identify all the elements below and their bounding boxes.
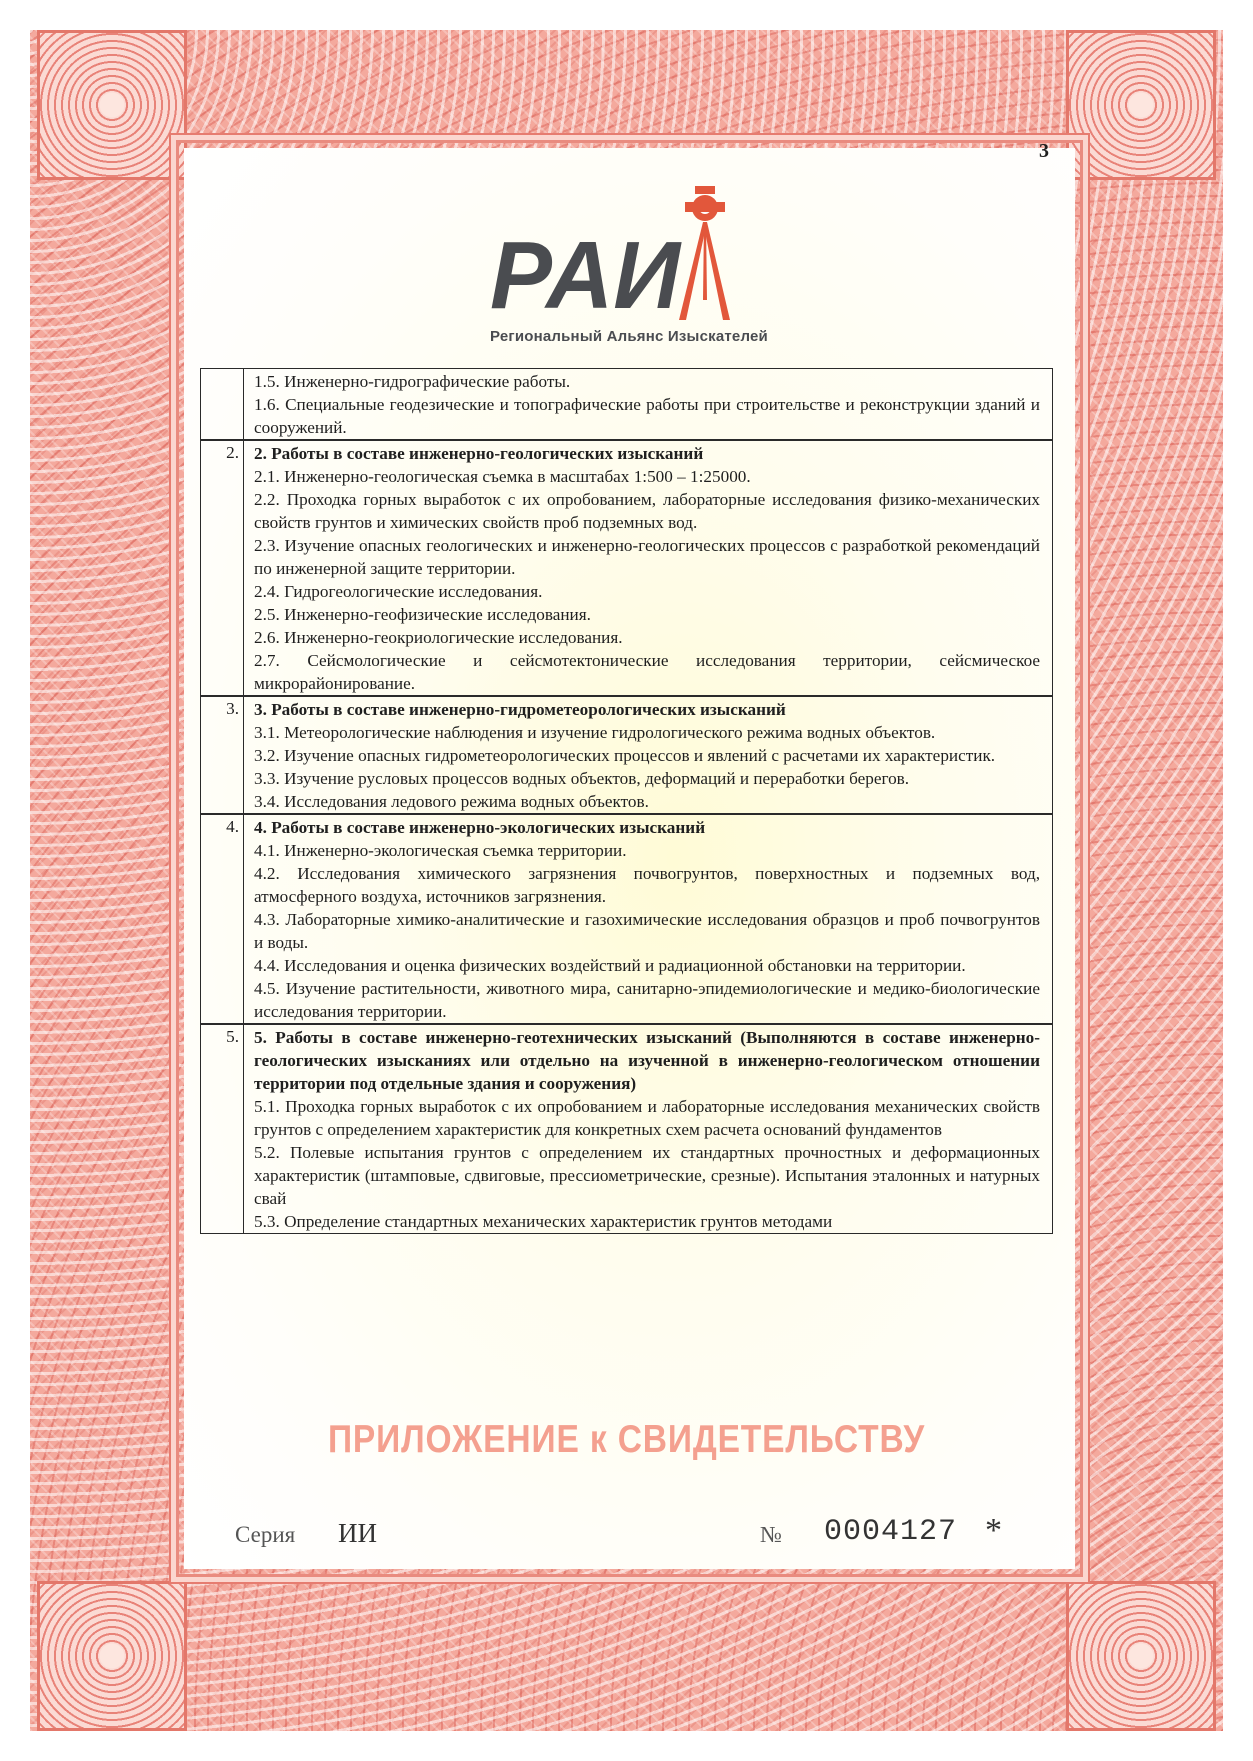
- corner-ornament: [37, 1581, 187, 1731]
- surveyor-tripod-icon: [679, 186, 730, 320]
- list-item: 4.2. Исследования химического загрязнения почвогрунтов, поверхностных и подземных вод, атмосферного воздуха, источников загрязнения.: [254, 864, 1040, 906]
- rai-logo-mark: [490, 180, 780, 330]
- list-item: 2.4. Гидрогеологические исследования.: [254, 582, 543, 601]
- table-row: [201, 814, 1053, 1024]
- list-item: 2.2. Проходка горных выработок с их опробованием, лабораторные исследования физико-механических свойств грунтов и химических свойств проб подземных вод.: [254, 490, 1040, 532]
- row-number: 4.: [201, 814, 244, 1024]
- series-value: ИИ: [338, 1518, 377, 1548]
- row-content-cell: [244, 1024, 1053, 1234]
- corner-ornament: [37, 30, 187, 180]
- logo-text: РАИ: [490, 222, 682, 329]
- series-label: Серия: [235, 1522, 296, 1547]
- table-row: [201, 369, 1053, 441]
- logo: [490, 180, 780, 350]
- list-item: 4.5. Изучение растительности, животного мира, санитарно-эпидемиологические и медико-биологические исследования территории.: [254, 979, 1040, 1021]
- row-content-cell: [244, 696, 1053, 814]
- row-content-cell: [244, 814, 1053, 1024]
- list-item: 2.7. Сейсмологические и сейсмотектонические исследования территории, сейсмическое микрорайонирование.: [254, 651, 1040, 693]
- list-item: 4.4. Исследования и оценка физических воздействий и радиационной обстановки на территории.: [254, 956, 966, 975]
- document-number: 0004127: [824, 1515, 958, 1549]
- list-item: 1.5. Инженерно-гидрографические работы.: [254, 372, 571, 391]
- row-number: 3.: [201, 696, 244, 814]
- list-item: 2.5. Инженерно-геофизические исследования.: [254, 605, 591, 624]
- asterisk-mark: *: [985, 1512, 1002, 1549]
- list-item: 3.1. Метеорологические наблюдения и изучение гидрологического режима водных объектов.: [254, 723, 936, 742]
- row-number-cell: [201, 369, 244, 441]
- work-types-table: [200, 368, 1053, 1234]
- row-content-cell: [244, 369, 1053, 441]
- list-item: 2.1. Инженерно-геологическая съемка в масштабах 1:500 – 1:25000.: [254, 467, 751, 486]
- section-heading: 4. Работы в составе инженерно-экологических изысканий: [254, 818, 706, 837]
- section-heading: 5. Работы в составе инженерно-геотехнических изысканий (Выполняются в составе инженерно-геологических изысканиях или отдельно на изученной в инженерно-геологическом отношении территории под отдельные здания и сооружения): [254, 1028, 1040, 1093]
- list-item: 4.1. Инженерно-экологическая съемка территории.: [254, 841, 627, 860]
- list-item: 3.3. Изучение русловых процессов водных объектов, деформаций и переработки берегов.: [254, 769, 910, 788]
- row-number: 2.: [201, 440, 244, 696]
- appendix-title: ПРИЛОЖЕНИЕ к СВИДЕТЕЛЬСТВУ: [327, 1418, 926, 1461]
- table-row: [201, 440, 1053, 696]
- list-item: 2.3. Изучение опасных геологических и инженерно-геологических процессов с разработкой рекомендаций по инженерной защите территории.: [254, 536, 1040, 578]
- list-item: 2.6. Инженерно-геокриологические исследования.: [254, 628, 623, 647]
- page-number: 3: [1039, 140, 1049, 162]
- number-label: №: [760, 1522, 782, 1547]
- list-item: 3.2. Изучение опасных гидрометеорологических процессов и явлений с расчетами их характеристик.: [254, 746, 996, 765]
- list-item: 1.6. Специальные геодезические и топографические работы при строительстве и реконструкции зданий и сооружений.: [254, 395, 1040, 437]
- list-item: 5.1. Проходка горных выработок с их опробованием и лабораторные исследования механических свойств грунтов с определением характеристик для конкретных схем расчета оснований фундаментов: [254, 1097, 1040, 1139]
- list-item: 5.3. Определение стандартных механических характеристик грунтов методами: [254, 1212, 833, 1231]
- list-item: 5.2. Полевые испытания грунтов с определением их стандартных прочностных и деформационных характеристик (штамповые, сдвиговые, прессиометрические, срезные). Испытания эталонных и натурных свай: [254, 1143, 1040, 1208]
- table-row: [201, 696, 1053, 814]
- table-row: [201, 1024, 1053, 1234]
- row-content-cell: [244, 440, 1053, 696]
- corner-ornament: [1066, 1581, 1216, 1731]
- list-item: 3.4. Исследования ледового режима водных объектов.: [254, 792, 649, 811]
- list-item: 4.3. Лабораторные химико-аналитические и газохимические исследования образцов и проб почвогрунтов и воды.: [254, 910, 1040, 952]
- logo-caption: Региональный Альянс Изыскателей: [490, 328, 768, 345]
- row-number: 5.: [201, 1024, 244, 1234]
- section-heading: 2. Работы в составе инженерно-геологических изысканий: [254, 444, 704, 463]
- section-heading: 3. Работы в составе инженерно-гидрометеорологических изысканий: [254, 700, 786, 719]
- corner-ornament: [1066, 30, 1216, 180]
